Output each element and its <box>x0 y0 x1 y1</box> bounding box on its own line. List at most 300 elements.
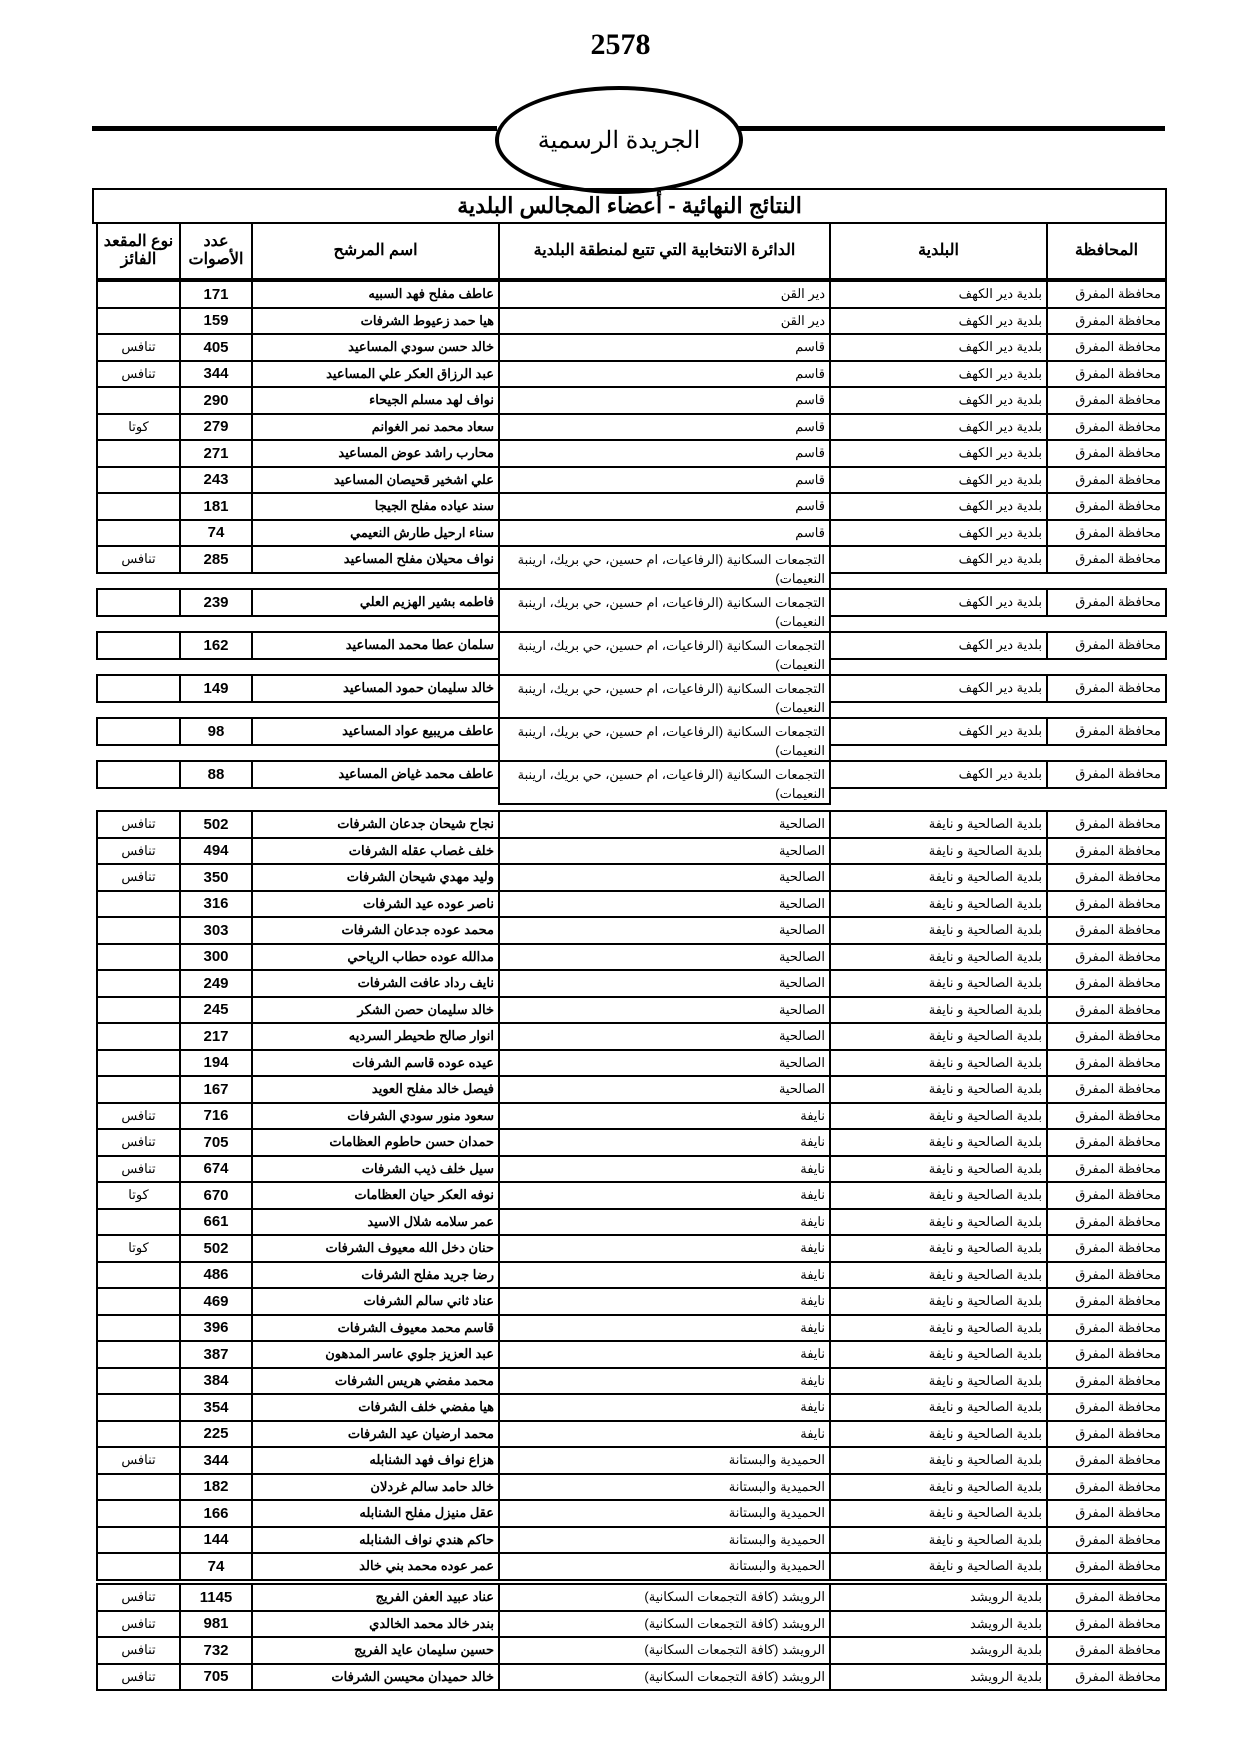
table-header-row <box>92 222 1167 280</box>
seat-type-cell <box>96 674 181 703</box>
votes-cell: 249 <box>179 969 253 998</box>
district-cell: نايفة <box>498 1102 831 1131</box>
candidate-name-cell: سند عياده مفلح الجيجا <box>251 492 500 521</box>
table-row <box>92 1022 1167 1051</box>
votes-cell: 661 <box>179 1208 253 1237</box>
province-cell: محافظة المفرق <box>1046 916 1167 945</box>
seat-type-cell <box>96 717 181 746</box>
table-row <box>92 280 1167 309</box>
votes-cell: 705 <box>179 1663 253 1692</box>
district-cell: نايفة <box>498 1393 831 1422</box>
seat-type-cell <box>96 386 181 415</box>
votes-cell: 245 <box>179 996 253 1025</box>
votes-cell: 217 <box>179 1022 253 1051</box>
seat-type-cell: تنافس <box>96 1583 181 1612</box>
district-cell: نايفة <box>498 1261 831 1290</box>
candidate-name-cell: سعاد محمد نمر الغوانم <box>251 413 500 442</box>
municipality-cell: بلدية الصالحية و نايفة <box>829 1022 1048 1051</box>
results-table <box>92 188 1167 1686</box>
table-row <box>92 1314 1167 1343</box>
seat-type-cell: تنافس <box>96 360 181 389</box>
table-title: النتائج النهائية - أعضاء المجالس البلدية <box>92 188 1167 224</box>
municipality-cell: بلدية الصالحية و نايفة <box>829 1155 1048 1184</box>
district-cell: الصالحية <box>498 863 831 892</box>
table-row <box>92 1499 1167 1528</box>
seat-type-cell: تنافس <box>96 863 181 892</box>
votes-cell: 159 <box>179 307 253 336</box>
votes-cell: 74 <box>179 519 253 548</box>
district-cell: قاسم <box>498 413 831 442</box>
votes-cell: 290 <box>179 386 253 415</box>
province-cell: محافظة المفرق <box>1046 1367 1167 1396</box>
votes-cell: 182 <box>179 1473 253 1502</box>
district-cell: قاسم <box>498 360 831 389</box>
table-row <box>92 1526 1167 1555</box>
candidate-name-cell: عمر عوده محمد بني خالد <box>251 1552 500 1581</box>
municipality-cell: بلدية الصالحية و نايفة <box>829 1234 1048 1263</box>
province-cell: محافظة المفرق <box>1046 631 1167 660</box>
province-cell: محافظة المفرق <box>1046 1526 1167 1555</box>
seat-type-cell <box>96 1393 181 1422</box>
municipality-cell: بلدية الصالحية و نايفة <box>829 810 1048 839</box>
province-cell: محافظة المفرق <box>1046 333 1167 362</box>
candidate-name-cell: فاطمه بشير الهزيم العلي <box>251 588 500 617</box>
province-cell: محافظة المفرق <box>1046 837 1167 866</box>
province-cell: محافظة المفرق <box>1046 1552 1167 1581</box>
municipality-cell: بلدية دير الكهف <box>829 492 1048 521</box>
district-cell: الرويشد (كافة التجمعات السكانية) <box>498 1583 831 1612</box>
candidate-name-cell: عناد عبيد العفن الفريج <box>251 1583 500 1612</box>
candidate-name-cell: بندر خالد محمد الخالدي <box>251 1610 500 1639</box>
table-row <box>92 360 1167 389</box>
candidate-name-cell: محارب راشد عوض المساعيد <box>251 439 500 468</box>
table-row <box>92 837 1167 866</box>
candidate-name-cell: انوار صالح طحيطر السرديه <box>251 1022 500 1051</box>
candidate-name-cell: فيصل خالد مفلح العويد <box>251 1075 500 1104</box>
votes-cell: 239 <box>179 588 253 617</box>
table-row <box>92 1367 1167 1396</box>
municipality-cell: بلدية دير الكهف <box>829 439 1048 468</box>
votes-cell: 243 <box>179 466 253 495</box>
candidate-name-cell: محمد ارضيان عيد الشرفات <box>251 1420 500 1449</box>
candidate-name-cell: نجاح شيحان جدعان الشرفات <box>251 810 500 839</box>
table-row <box>92 969 1167 998</box>
header-votes: عدد الأصوات <box>179 222 253 280</box>
table-row <box>92 943 1167 972</box>
seat-type-cell <box>96 1473 181 1502</box>
table-row <box>92 631 1167 676</box>
seat-type-cell: تنافس <box>96 1446 181 1475</box>
table-row <box>92 1102 1167 1131</box>
seat-type-cell: تنافس <box>96 545 181 574</box>
seat-type-cell <box>96 519 181 548</box>
seat-type-cell <box>96 631 181 660</box>
candidate-name-cell: عيده عوده قاسم الشرفات <box>251 1049 500 1078</box>
seat-type-cell <box>96 466 181 495</box>
district-cell: نايفة <box>498 1314 831 1343</box>
table-row <box>92 1340 1167 1369</box>
table-row <box>92 545 1167 590</box>
votes-cell: 396 <box>179 1314 253 1343</box>
district-cell: الحميدية والبستانة <box>498 1552 831 1581</box>
province-cell: محافظة المفرق <box>1046 810 1167 839</box>
votes-cell: 167 <box>179 1075 253 1104</box>
votes-cell: 405 <box>179 333 253 362</box>
province-cell: محافظة المفرق <box>1046 1393 1167 1422</box>
table-row <box>92 1287 1167 1316</box>
votes-cell: 354 <box>179 1393 253 1422</box>
province-cell: محافظة المفرق <box>1046 519 1167 548</box>
candidate-name-cell: سيل خلف ذيب الشرفات <box>251 1155 500 1184</box>
candidate-name-cell: خالد حميدان محيسن الشرفات <box>251 1663 500 1692</box>
province-cell: محافظة المفرق <box>1046 1340 1167 1369</box>
seat-type-cell <box>96 1022 181 1051</box>
district-cell: الصالحية <box>498 943 831 972</box>
province-cell: محافظة المفرق <box>1046 413 1167 442</box>
table-row <box>92 1663 1167 1692</box>
municipality-cell: بلدية الصالحية و نايفة <box>829 1208 1048 1237</box>
municipality-cell: بلدية الصالحية و نايفة <box>829 1287 1048 1316</box>
municipality-cell: بلدية الصالحية و نايفة <box>829 1340 1048 1369</box>
province-cell: محافظة المفرق <box>1046 1420 1167 1449</box>
district-cell: الصالحية <box>498 810 831 839</box>
table-row <box>92 588 1167 633</box>
province-cell: محافظة المفرق <box>1046 545 1167 574</box>
province-cell: محافظة المفرق <box>1046 760 1167 789</box>
district-cell: دير القن <box>498 307 831 336</box>
municipality-cell: بلدية الصالحية و نايفة <box>829 943 1048 972</box>
district-cell: الصالحية <box>498 1049 831 1078</box>
candidate-name-cell: عمر سلامه شلال الاسيد <box>251 1208 500 1237</box>
votes-cell: 144 <box>179 1526 253 1555</box>
table-row <box>92 1181 1167 1210</box>
header-seat-type: نوع المقعد الفائز <box>96 222 181 280</box>
header-municipality: البلدية <box>829 222 1048 280</box>
municipality-cell: بلدية الرويشد <box>829 1663 1048 1692</box>
table-row <box>92 413 1167 442</box>
votes-cell: 350 <box>179 863 253 892</box>
seat-type-cell <box>96 760 181 789</box>
table-row <box>92 717 1167 762</box>
seat-type-cell: كوتا <box>96 1234 181 1263</box>
candidate-name-cell: حسين سليمان عايد الفريج <box>251 1636 500 1665</box>
seat-type-cell <box>96 1261 181 1290</box>
seat-type-cell <box>96 1499 181 1528</box>
votes-cell: 716 <box>179 1102 253 1131</box>
municipality-cell: بلدية الصالحية و نايفة <box>829 1499 1048 1528</box>
district-cell: نايفة <box>498 1340 831 1369</box>
district-cell: الرويشد (كافة التجمعات السكانية) <box>498 1663 831 1692</box>
votes-cell: 149 <box>179 674 253 703</box>
table-row <box>92 1208 1167 1237</box>
municipality-cell: بلدية دير الكهف <box>829 386 1048 415</box>
province-cell: محافظة المفرق <box>1046 1473 1167 1502</box>
municipality-cell: بلدية دير الكهف <box>829 519 1048 548</box>
municipality-cell: بلدية الصالحية و نايفة <box>829 1049 1048 1078</box>
table-row <box>92 1261 1167 1290</box>
seat-type-cell <box>96 439 181 468</box>
municipality-cell: بلدية دير الكهف <box>829 466 1048 495</box>
municipality-cell: بلدية الصالحية و نايفة <box>829 1181 1048 1210</box>
votes-cell: 670 <box>179 1181 253 1210</box>
province-cell: محافظة المفرق <box>1046 674 1167 703</box>
votes-cell: 494 <box>179 837 253 866</box>
table-row <box>92 1583 1167 1612</box>
district-cell: الصالحية <box>498 1075 831 1104</box>
district-cell: نايفة <box>498 1155 831 1184</box>
district-cell: قاسم <box>498 333 831 362</box>
candidate-name-cell: خالد سليمان حصن الشكر <box>251 996 500 1025</box>
municipality-cell: بلدية دير الكهف <box>829 413 1048 442</box>
candidate-name-cell: خالد حسن سودي المساعيد <box>251 333 500 362</box>
province-cell: محافظة المفرق <box>1046 466 1167 495</box>
municipality-cell: بلدية دير الكهف <box>829 760 1048 789</box>
district-cell: قاسم <box>498 439 831 468</box>
province-cell: محافظة المفرق <box>1046 890 1167 919</box>
province-cell: محافظة المفرق <box>1046 1583 1167 1612</box>
votes-cell: 469 <box>179 1287 253 1316</box>
table-row <box>92 1393 1167 1422</box>
province-cell: محافظة المفرق <box>1046 280 1167 309</box>
district-cell: قاسم <box>498 386 831 415</box>
municipality-cell: بلدية الصالحية و نايفة <box>829 969 1048 998</box>
district-cell: الصالحية <box>498 890 831 919</box>
district-cell: الرويشد (كافة التجمعات السكانية) <box>498 1610 831 1639</box>
candidate-name-cell: ناصر عوده عيد الشرفات <box>251 890 500 919</box>
province-cell: محافظة المفرق <box>1046 996 1167 1025</box>
municipality-cell: بلدية دير الكهف <box>829 588 1048 617</box>
table-row <box>92 307 1167 336</box>
province-cell: محافظة المفرق <box>1046 1287 1167 1316</box>
gazette-masthead <box>495 86 743 194</box>
candidate-name-cell: محمد عوده جدعان الشرفات <box>251 916 500 945</box>
province-cell: محافظة المفرق <box>1046 1234 1167 1263</box>
table-row <box>92 1049 1167 1078</box>
district-cell: التجمعات السكانية (الرفاعيات، ام حسين، حي بريك، ارينبة النعيمات) <box>498 588 831 633</box>
seat-type-cell <box>96 916 181 945</box>
province-cell: محافظة المفرق <box>1046 863 1167 892</box>
municipality-cell: بلدية الصالحية و نايفة <box>829 1075 1048 1104</box>
seat-type-cell <box>96 996 181 1025</box>
seat-type-cell <box>96 307 181 336</box>
votes-cell: 171 <box>179 280 253 309</box>
province-cell: محافظة المفرق <box>1046 492 1167 521</box>
seat-type-cell <box>96 890 181 919</box>
province-cell: محافظة المفرق <box>1046 439 1167 468</box>
table-row <box>92 996 1167 1025</box>
province-cell: محافظة المفرق <box>1046 360 1167 389</box>
table-row <box>92 1234 1167 1263</box>
candidate-name-cell: عقل منيزل مفلح الشنابله <box>251 1499 500 1528</box>
municipality-cell: بلدية الرويشد <box>829 1610 1048 1639</box>
province-cell: محافظة المفرق <box>1046 717 1167 746</box>
candidate-name-cell: عاطف مفلح فهد السبيه <box>251 280 500 309</box>
district-cell: التجمعات السكانية (الرفاعيات، ام حسين، حي بريك، ارينبة النعيمات) <box>498 545 831 590</box>
candidate-name-cell: حنان دخل الله معيوف الشرفات <box>251 1234 500 1263</box>
municipality-cell: بلدية دير الكهف <box>829 280 1048 309</box>
candidate-name-cell: علي اشخير قحيصان المساعيد <box>251 466 500 495</box>
district-cell: التجمعات السكانية (الرفاعيات، ام حسين، حي بريك، ارينبة النعيمات) <box>498 760 831 805</box>
candidate-name-cell: خلف غصاب عقله الشرفات <box>251 837 500 866</box>
table-row <box>92 674 1167 719</box>
table-row <box>92 1420 1167 1449</box>
table-row <box>92 810 1167 839</box>
candidate-name-cell: نواف محيلان مفلح المساعيد <box>251 545 500 574</box>
seat-type-cell <box>96 943 181 972</box>
votes-cell: 502 <box>179 810 253 839</box>
district-cell: نايفة <box>498 1208 831 1237</box>
province-cell: محافظة المفرق <box>1046 1446 1167 1475</box>
seat-type-cell <box>96 280 181 309</box>
municipality-cell: بلدية الصالحية و نايفة <box>829 837 1048 866</box>
votes-cell: 705 <box>179 1128 253 1157</box>
table-row <box>92 1155 1167 1184</box>
votes-cell: 981 <box>179 1610 253 1639</box>
province-cell: محافظة المفرق <box>1046 1636 1167 1665</box>
district-cell: الحميدية والبستانة <box>498 1499 831 1528</box>
municipality-cell: بلدية الصالحية و نايفة <box>829 1367 1048 1396</box>
seat-type-cell <box>96 1340 181 1369</box>
votes-cell: 316 <box>179 890 253 919</box>
votes-cell: 181 <box>179 492 253 521</box>
province-cell: محافظة المفرق <box>1046 1663 1167 1692</box>
municipality-cell: بلدية الصالحية و نايفة <box>829 1393 1048 1422</box>
municipality-cell: بلدية الصالحية و نايفة <box>829 1102 1048 1131</box>
votes-cell: 1145 <box>179 1583 253 1612</box>
district-cell: الصالحية <box>498 1022 831 1051</box>
district-cell: دير القن <box>498 280 831 309</box>
votes-cell: 300 <box>179 943 253 972</box>
seat-type-cell: كوتا <box>96 413 181 442</box>
municipality-cell: بلدية الصالحية و نايفة <box>829 1526 1048 1555</box>
district-cell: نايفة <box>498 1128 831 1157</box>
district-cell: قاسم <box>498 519 831 548</box>
province-cell: محافظة المفرق <box>1046 1314 1167 1343</box>
votes-cell: 732 <box>179 1636 253 1665</box>
table-row <box>92 1128 1167 1157</box>
votes-cell: 271 <box>179 439 253 468</box>
municipality-cell: بلدية الرويشد <box>829 1583 1048 1612</box>
municipality-cell: بلدية دير الكهف <box>829 333 1048 362</box>
seat-type-cell <box>96 492 181 521</box>
seat-type-cell <box>96 1287 181 1316</box>
votes-cell: 88 <box>179 760 253 789</box>
district-cell: نايفة <box>498 1234 831 1263</box>
province-cell: محافظة المفرق <box>1046 307 1167 336</box>
district-cell: الصالحية <box>498 916 831 945</box>
province-cell: محافظة المفرق <box>1046 1155 1167 1184</box>
district-cell: التجمعات السكانية (الرفاعيات، ام حسين، حي بريك، ارينبة النعيمات) <box>498 717 831 762</box>
district-cell: الحميدية والبستانة <box>498 1446 831 1475</box>
candidate-name-cell: هيا مفضي خلف الشرفات <box>251 1393 500 1422</box>
seat-type-cell: تنافس <box>96 1128 181 1157</box>
district-cell: الصالحية <box>498 996 831 1025</box>
municipality-cell: بلدية الصالحية و نايفة <box>829 996 1048 1025</box>
seat-type-cell: تنافس <box>96 1636 181 1665</box>
municipality-cell: بلدية الصالحية و نايفة <box>829 1446 1048 1475</box>
table-row <box>92 466 1167 495</box>
province-cell: محافظة المفرق <box>1046 969 1167 998</box>
municipality-cell: بلدية الصالحية و نايفة <box>829 1420 1048 1449</box>
votes-cell: 74 <box>179 1552 253 1581</box>
candidate-name-cell: عاطف محمد غياض المساعيد <box>251 760 500 789</box>
votes-cell: 502 <box>179 1234 253 1263</box>
table-row <box>92 1610 1167 1639</box>
municipality-cell: بلدية دير الكهف <box>829 674 1048 703</box>
table-row <box>92 890 1167 919</box>
seat-type-cell <box>96 1552 181 1581</box>
province-cell: محافظة المفرق <box>1046 1049 1167 1078</box>
seat-type-cell <box>96 1208 181 1237</box>
candidate-name-cell: وليد مهدي شيحان الشرفات <box>251 863 500 892</box>
candidate-name-cell: نايف رداد عافت الشرفات <box>251 969 500 998</box>
votes-cell: 279 <box>179 413 253 442</box>
seat-type-cell <box>96 1075 181 1104</box>
candidate-name-cell: هيا حمد زعيوط الشرفات <box>251 307 500 336</box>
votes-cell: 166 <box>179 1499 253 1528</box>
table-row <box>92 863 1167 892</box>
municipality-cell: بلدية دير الكهف <box>829 717 1048 746</box>
province-cell: محافظة المفرق <box>1046 386 1167 415</box>
seat-type-cell: تنافس <box>96 837 181 866</box>
province-cell: محافظة المفرق <box>1046 1128 1167 1157</box>
table-row <box>92 333 1167 362</box>
province-cell: محافظة المفرق <box>1046 1075 1167 1104</box>
header-candidate-name: اسم المرشح <box>251 222 500 280</box>
municipality-cell: بلدية الصالحية و نايفة <box>829 1552 1048 1581</box>
masthead-rule-right <box>733 126 1165 131</box>
candidate-name-cell: سعود منور سودي الشرفات <box>251 1102 500 1131</box>
table-row <box>92 760 1167 805</box>
table-row <box>92 916 1167 945</box>
results-block-dair-alkahf <box>92 282 1167 805</box>
votes-cell: 285 <box>179 545 253 574</box>
table-row <box>92 492 1167 521</box>
candidate-name-cell: مدالله عوده حطاب الرياحي <box>251 943 500 972</box>
province-cell: محافظة المفرق <box>1046 1208 1167 1237</box>
votes-cell: 303 <box>179 916 253 945</box>
seat-type-cell <box>96 1420 181 1449</box>
votes-cell: 344 <box>179 1446 253 1475</box>
votes-cell: 384 <box>179 1367 253 1396</box>
municipality-cell: بلدية دير الكهف <box>829 307 1048 336</box>
municipality-cell: بلدية دير الكهف <box>829 631 1048 660</box>
candidate-name-cell: عبد الرزاق العكر علي المساعيد <box>251 360 500 389</box>
municipality-cell: بلدية الرويشد <box>829 1636 1048 1665</box>
candidate-name-cell: رضا جريد مفلح الشرفات <box>251 1261 500 1290</box>
seat-type-cell <box>96 969 181 998</box>
district-cell: نايفة <box>498 1181 831 1210</box>
province-cell: محافظة المفرق <box>1046 1181 1167 1210</box>
municipality-cell: بلدية الصالحية و نايفة <box>829 1128 1048 1157</box>
candidate-name-cell: حمدان حسن حاطوم العظامات <box>251 1128 500 1157</box>
municipality-cell: بلدية الصالحية و نايفة <box>829 1261 1048 1290</box>
votes-cell: 674 <box>179 1155 253 1184</box>
candidate-name-cell: نوفه العكر حيان العظامات <box>251 1181 500 1210</box>
district-cell: قاسم <box>498 466 831 495</box>
candidate-name-cell: خالد حامد سالم غردلان <box>251 1473 500 1502</box>
candidate-name-cell: خالد سليمان حمود المساعيد <box>251 674 500 703</box>
district-cell: نايفة <box>498 1287 831 1316</box>
header-province: المحافظة <box>1046 222 1167 280</box>
candidate-name-cell: سناء ارحيل طارش النعيمي <box>251 519 500 548</box>
district-cell: الصالحية <box>498 837 831 866</box>
district-cell: الرويشد (كافة التجمعات السكانية) <box>498 1636 831 1665</box>
candidate-name-cell: سلمان عطا محمد المساعيد <box>251 631 500 660</box>
seat-type-cell: تنافس <box>96 1102 181 1131</box>
votes-cell: 225 <box>179 1420 253 1449</box>
votes-cell: 486 <box>179 1261 253 1290</box>
